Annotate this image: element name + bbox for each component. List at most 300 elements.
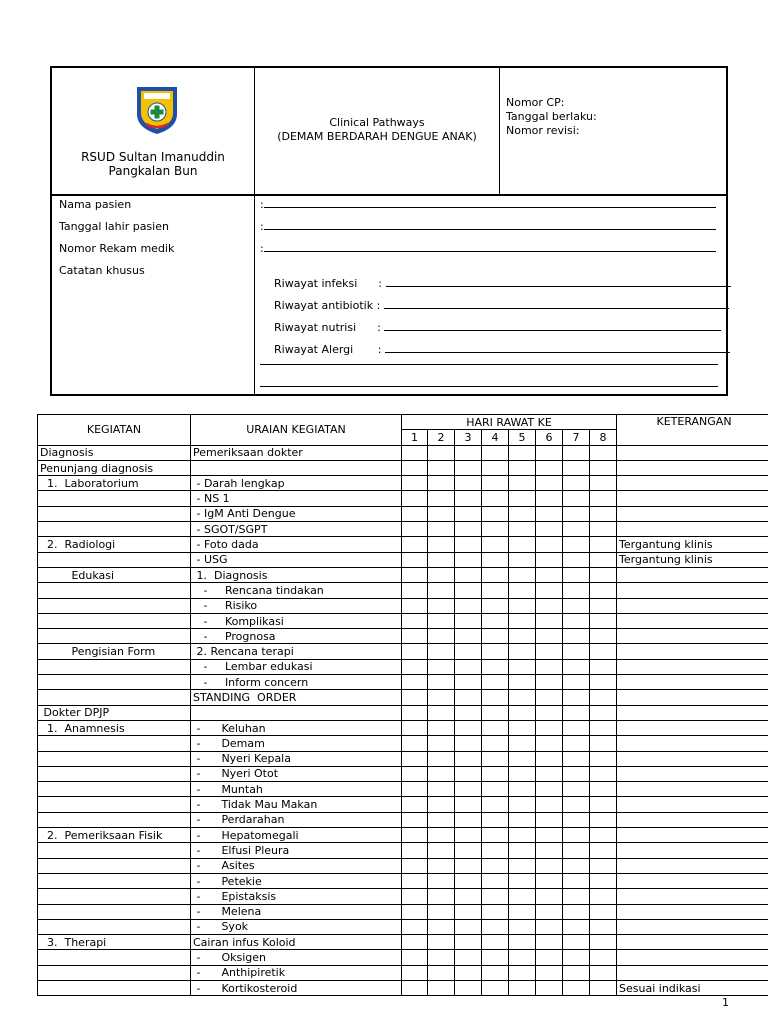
day-check-cell[interactable] bbox=[563, 950, 590, 965]
day-check-cell[interactable] bbox=[455, 751, 482, 766]
day-check-cell[interactable] bbox=[428, 567, 455, 582]
day-check-cell[interactable] bbox=[563, 935, 590, 950]
day-check-cell[interactable] bbox=[536, 965, 563, 980]
day-check-cell[interactable] bbox=[563, 705, 590, 720]
day-check-cell[interactable] bbox=[563, 506, 590, 521]
day-check-cell[interactable] bbox=[428, 782, 455, 797]
day-check-cell[interactable] bbox=[590, 919, 617, 934]
day-check-cell[interactable] bbox=[482, 965, 509, 980]
day-check-cell[interactable] bbox=[402, 919, 428, 934]
day-check-cell[interactable] bbox=[428, 904, 455, 919]
day-check-cell[interactable] bbox=[509, 522, 536, 537]
day-check-cell[interactable] bbox=[590, 751, 617, 766]
kegiatan-cell: Pengisian Form bbox=[38, 644, 191, 659]
table-row bbox=[38, 552, 768, 567]
day-check-cell[interactable] bbox=[536, 828, 563, 843]
day-check-cell[interactable] bbox=[428, 889, 455, 904]
day-check-cell[interactable] bbox=[482, 613, 509, 628]
day-check-cell[interactable] bbox=[590, 567, 617, 582]
day-check-cell[interactable] bbox=[482, 873, 509, 888]
day-check-cell[interactable] bbox=[482, 751, 509, 766]
day-check-cell[interactable] bbox=[563, 613, 590, 628]
day-check-cell[interactable] bbox=[482, 659, 509, 674]
day-check-cell[interactable] bbox=[428, 873, 455, 888]
day-check-cell[interactable] bbox=[402, 522, 428, 537]
kegiatan-cell bbox=[38, 751, 191, 766]
day-check-cell[interactable] bbox=[509, 690, 536, 705]
day-check-cell[interactable] bbox=[455, 935, 482, 950]
day-check-cell[interactable] bbox=[455, 506, 482, 521]
day-check-cell[interactable] bbox=[455, 736, 482, 751]
day-check-cell[interactable] bbox=[509, 751, 536, 766]
day-check-cell[interactable] bbox=[428, 476, 455, 491]
day-check-cell[interactable] bbox=[563, 858, 590, 873]
day-check-cell[interactable] bbox=[402, 873, 428, 888]
day-check-cell[interactable] bbox=[482, 476, 509, 491]
day-check-cell[interactable] bbox=[428, 629, 455, 644]
day-check-cell[interactable] bbox=[536, 460, 563, 475]
day-check-cell[interactable] bbox=[402, 675, 428, 690]
day-check-cell[interactable] bbox=[455, 980, 482, 995]
day-check-cell[interactable] bbox=[563, 720, 590, 735]
day-check-cell[interactable] bbox=[536, 522, 563, 537]
day-check-cell[interactable] bbox=[509, 950, 536, 965]
day-check-cell[interactable] bbox=[563, 782, 590, 797]
day-check-cell[interactable] bbox=[563, 598, 590, 613]
day-check-cell[interactable] bbox=[590, 889, 617, 904]
day-check-cell[interactable] bbox=[428, 690, 455, 705]
day-check-cell[interactable] bbox=[482, 950, 509, 965]
day-check-cell[interactable] bbox=[536, 858, 563, 873]
day-check-cell[interactable] bbox=[455, 675, 482, 690]
day-check-cell[interactable] bbox=[563, 965, 590, 980]
day-check-cell[interactable] bbox=[482, 720, 509, 735]
day-check-cell[interactable] bbox=[428, 843, 455, 858]
day-check-cell[interactable] bbox=[509, 828, 536, 843]
day-check-cell[interactable] bbox=[402, 613, 428, 628]
day-check-cell[interactable] bbox=[563, 690, 590, 705]
day-check-cell[interactable] bbox=[536, 659, 563, 674]
day-check-cell[interactable] bbox=[428, 720, 455, 735]
day-check-cell[interactable] bbox=[536, 751, 563, 766]
day-check-cell[interactable] bbox=[536, 919, 563, 934]
blank-line[interactable] bbox=[260, 386, 718, 387]
day-check-cell[interactable] bbox=[455, 567, 482, 582]
day-check-cell[interactable] bbox=[536, 950, 563, 965]
day-check-cell[interactable] bbox=[590, 904, 617, 919]
day-check-cell[interactable] bbox=[455, 659, 482, 674]
day-check-cell[interactable] bbox=[536, 506, 563, 521]
day-check-cell[interactable] bbox=[428, 858, 455, 873]
day-check-cell[interactable] bbox=[402, 644, 428, 659]
day-check-cell[interactable] bbox=[455, 843, 482, 858]
day-check-cell[interactable] bbox=[402, 537, 428, 552]
day-check-cell[interactable] bbox=[590, 720, 617, 735]
day-check-cell[interactable] bbox=[590, 476, 617, 491]
day-check-cell[interactable] bbox=[590, 935, 617, 950]
day-check-cell[interactable] bbox=[509, 506, 536, 521]
day-check-cell[interactable] bbox=[402, 690, 428, 705]
kegiatan-cell bbox=[38, 965, 191, 980]
day-check-cell[interactable] bbox=[455, 904, 482, 919]
day-check-cell[interactable] bbox=[590, 766, 617, 781]
day-check-cell[interactable] bbox=[402, 965, 428, 980]
day-check-cell[interactable] bbox=[455, 919, 482, 934]
day-check-cell[interactable] bbox=[536, 491, 563, 506]
day-check-cell[interactable] bbox=[590, 950, 617, 965]
day-check-cell[interactable] bbox=[482, 506, 509, 521]
day-check-cell[interactable] bbox=[455, 889, 482, 904]
day-check-cell[interactable] bbox=[563, 460, 590, 475]
day-check-cell[interactable] bbox=[428, 598, 455, 613]
day-check-cell[interactable] bbox=[402, 950, 428, 965]
day-check-cell[interactable] bbox=[482, 782, 509, 797]
day-check-cell[interactable] bbox=[590, 613, 617, 628]
day-check-cell[interactable] bbox=[428, 460, 455, 475]
medical-record-field[interactable] bbox=[260, 242, 716, 255]
day-check-cell[interactable] bbox=[402, 476, 428, 491]
day-check-cell[interactable] bbox=[563, 736, 590, 751]
day-check-cell[interactable] bbox=[402, 858, 428, 873]
day-check-cell[interactable] bbox=[482, 919, 509, 934]
day-check-cell[interactable] bbox=[482, 935, 509, 950]
day-check-cell[interactable] bbox=[590, 537, 617, 552]
table-row bbox=[38, 935, 768, 950]
day-check-cell[interactable] bbox=[590, 797, 617, 812]
day-check-cell[interactable] bbox=[428, 537, 455, 552]
day-check-cell[interactable] bbox=[536, 720, 563, 735]
day-check-cell[interactable] bbox=[455, 858, 482, 873]
day-check-cell[interactable] bbox=[482, 644, 509, 659]
day-check-cell[interactable] bbox=[536, 736, 563, 751]
day-check-cell[interactable] bbox=[509, 644, 536, 659]
day-check-cell[interactable] bbox=[509, 720, 536, 735]
day-check-cell[interactable] bbox=[402, 659, 428, 674]
day-check-cell[interactable] bbox=[536, 567, 563, 582]
day-check-cell[interactable] bbox=[402, 904, 428, 919]
day-check-cell[interactable] bbox=[590, 843, 617, 858]
day-check-cell[interactable] bbox=[402, 705, 428, 720]
day-check-cell[interactable] bbox=[455, 522, 482, 537]
day-check-cell[interactable] bbox=[590, 690, 617, 705]
day-check-cell[interactable] bbox=[536, 980, 563, 995]
day-check-cell[interactable] bbox=[428, 751, 455, 766]
day-check-cell[interactable] bbox=[402, 583, 428, 598]
day-check-cell[interactable] bbox=[402, 720, 428, 735]
day-check-cell[interactable] bbox=[402, 935, 428, 950]
day-check-cell[interactable] bbox=[482, 537, 509, 552]
day-check-cell[interactable] bbox=[402, 812, 428, 827]
day-check-cell[interactable] bbox=[482, 690, 509, 705]
day-check-cell[interactable] bbox=[455, 873, 482, 888]
day-check-cell[interactable] bbox=[563, 812, 590, 827]
day-check-cell[interactable] bbox=[563, 980, 590, 995]
day-check-cell[interactable] bbox=[455, 705, 482, 720]
day-check-cell[interactable] bbox=[590, 980, 617, 995]
day-check-cell[interactable] bbox=[563, 583, 590, 598]
day-check-cell[interactable] bbox=[455, 537, 482, 552]
day-check-cell[interactable] bbox=[590, 552, 617, 567]
day-check-cell[interactable] bbox=[509, 476, 536, 491]
day-check-cell[interactable] bbox=[509, 919, 536, 934]
day-check-cell[interactable] bbox=[509, 659, 536, 674]
day-check-cell[interactable] bbox=[563, 552, 590, 567]
day-check-cell[interactable] bbox=[428, 659, 455, 674]
day-check-cell[interactable] bbox=[590, 445, 617, 460]
day-check-cell[interactable] bbox=[455, 965, 482, 980]
day-check-cell[interactable] bbox=[536, 843, 563, 858]
day-check-cell[interactable] bbox=[536, 873, 563, 888]
day-check-cell[interactable] bbox=[482, 491, 509, 506]
day-check-cell[interactable] bbox=[509, 873, 536, 888]
day-check-cell[interactable] bbox=[536, 644, 563, 659]
day-check-cell[interactable] bbox=[536, 935, 563, 950]
day-check-cell[interactable] bbox=[563, 797, 590, 812]
day-check-cell[interactable] bbox=[482, 980, 509, 995]
day-check-cell[interactable] bbox=[402, 552, 428, 567]
day-check-cell[interactable] bbox=[536, 766, 563, 781]
day-check-cell[interactable] bbox=[509, 460, 536, 475]
day-check-cell[interactable] bbox=[590, 705, 617, 720]
day-check-cell[interactable] bbox=[509, 491, 536, 506]
day-check-cell[interactable] bbox=[590, 491, 617, 506]
blank-line[interactable] bbox=[260, 364, 718, 365]
day-check-cell[interactable] bbox=[563, 567, 590, 582]
day-check-cell[interactable] bbox=[509, 858, 536, 873]
day-check-cell[interactable] bbox=[563, 491, 590, 506]
day-check-cell[interactable] bbox=[590, 782, 617, 797]
day-check-cell[interactable] bbox=[590, 583, 617, 598]
day-check-cell[interactable] bbox=[509, 537, 536, 552]
day-check-cell[interactable] bbox=[402, 506, 428, 521]
day-check-cell[interactable] bbox=[402, 567, 428, 582]
day-check-cell[interactable] bbox=[455, 598, 482, 613]
day-check-cell[interactable] bbox=[563, 445, 590, 460]
day-check-cell[interactable] bbox=[455, 460, 482, 475]
day-check-cell[interactable] bbox=[536, 690, 563, 705]
day-check-cell[interactable] bbox=[482, 583, 509, 598]
day-check-cell[interactable] bbox=[428, 980, 455, 995]
day-check-cell[interactable] bbox=[590, 522, 617, 537]
day-check-cell[interactable] bbox=[509, 583, 536, 598]
day-check-cell[interactable] bbox=[455, 629, 482, 644]
day-check-cell[interactable] bbox=[509, 705, 536, 720]
day-check-cell[interactable] bbox=[402, 797, 428, 812]
day-check-cell[interactable] bbox=[563, 644, 590, 659]
day-check-cell[interactable] bbox=[428, 675, 455, 690]
day-check-cell[interactable] bbox=[455, 766, 482, 781]
day-check-cell[interactable] bbox=[428, 935, 455, 950]
day-check-cell[interactable] bbox=[482, 828, 509, 843]
day-check-cell[interactable] bbox=[455, 690, 482, 705]
day-check-cell[interactable] bbox=[509, 675, 536, 690]
day-check-cell[interactable] bbox=[590, 629, 617, 644]
day-check-cell[interactable] bbox=[428, 491, 455, 506]
day-check-cell[interactable] bbox=[590, 506, 617, 521]
day-check-cell[interactable] bbox=[455, 613, 482, 628]
day-check-cell[interactable] bbox=[482, 705, 509, 720]
day-check-cell[interactable] bbox=[428, 552, 455, 567]
keterangan-cell bbox=[617, 705, 768, 720]
day-check-cell[interactable] bbox=[536, 675, 563, 690]
day-check-cell[interactable] bbox=[563, 751, 590, 766]
day-check-cell[interactable] bbox=[509, 598, 536, 613]
day-check-cell[interactable] bbox=[563, 522, 590, 537]
day-check-cell[interactable] bbox=[509, 980, 536, 995]
day-check-cell[interactable] bbox=[563, 659, 590, 674]
day-check-cell[interactable] bbox=[536, 583, 563, 598]
day-check-cell[interactable] bbox=[455, 828, 482, 843]
day-check-cell[interactable] bbox=[482, 675, 509, 690]
day-check-cell[interactable] bbox=[563, 675, 590, 690]
day-check-cell[interactable] bbox=[402, 598, 428, 613]
day-check-cell[interactable] bbox=[402, 629, 428, 644]
day-check-cell[interactable] bbox=[536, 445, 563, 460]
day-check-cell[interactable] bbox=[536, 552, 563, 567]
day-check-cell[interactable] bbox=[482, 598, 509, 613]
day-check-cell[interactable] bbox=[563, 889, 590, 904]
day-check-cell[interactable] bbox=[536, 537, 563, 552]
day-check-cell[interactable] bbox=[402, 736, 428, 751]
day-check-cell[interactable] bbox=[536, 889, 563, 904]
day-check-cell[interactable] bbox=[482, 797, 509, 812]
day-check-cell[interactable] bbox=[509, 629, 536, 644]
day-check-cell[interactable] bbox=[402, 782, 428, 797]
day-check-cell[interactable] bbox=[563, 904, 590, 919]
day-check-cell[interactable] bbox=[590, 828, 617, 843]
day-check-cell[interactable] bbox=[509, 935, 536, 950]
day-check-cell[interactable] bbox=[482, 812, 509, 827]
day-check-cell[interactable] bbox=[428, 828, 455, 843]
day-check-cell[interactable] bbox=[455, 583, 482, 598]
day-check-cell[interactable] bbox=[428, 705, 455, 720]
day-check-cell[interactable] bbox=[428, 919, 455, 934]
day-check-cell[interactable] bbox=[428, 797, 455, 812]
day-check-cell[interactable] bbox=[482, 445, 509, 460]
day-check-cell[interactable] bbox=[509, 812, 536, 827]
day-check-cell[interactable] bbox=[563, 873, 590, 888]
day-check-cell[interactable] bbox=[428, 506, 455, 521]
day-check-cell[interactable] bbox=[590, 675, 617, 690]
day-check-cell[interactable] bbox=[563, 629, 590, 644]
day-check-cell[interactable] bbox=[590, 873, 617, 888]
day-check-cell[interactable] bbox=[482, 460, 509, 475]
day-check-cell[interactable] bbox=[563, 476, 590, 491]
day-check-cell[interactable] bbox=[509, 736, 536, 751]
day-check-cell[interactable] bbox=[428, 736, 455, 751]
day-check-cell[interactable] bbox=[428, 445, 455, 460]
day-check-cell[interactable] bbox=[455, 797, 482, 812]
day-check-cell[interactable] bbox=[536, 705, 563, 720]
day-check-cell[interactable] bbox=[563, 828, 590, 843]
day-check-cell[interactable] bbox=[563, 843, 590, 858]
day-check-cell[interactable] bbox=[509, 797, 536, 812]
birth-date-field[interactable] bbox=[260, 220, 716, 233]
day-check-cell[interactable] bbox=[590, 812, 617, 827]
day-check-cell[interactable] bbox=[509, 445, 536, 460]
day-check-cell[interactable] bbox=[590, 460, 617, 475]
day-check-cell[interactable] bbox=[482, 567, 509, 582]
day-check-cell[interactable] bbox=[482, 843, 509, 858]
day-check-cell[interactable] bbox=[536, 629, 563, 644]
day-check-cell[interactable] bbox=[428, 965, 455, 980]
day-check-cell[interactable] bbox=[455, 782, 482, 797]
day-check-cell[interactable] bbox=[563, 537, 590, 552]
day-check-cell[interactable] bbox=[590, 965, 617, 980]
day-check-cell[interactable] bbox=[590, 858, 617, 873]
day-check-cell[interactable] bbox=[590, 598, 617, 613]
day-check-cell[interactable] bbox=[402, 828, 428, 843]
day-check-cell[interactable] bbox=[428, 812, 455, 827]
field-label: Catatan khusus bbox=[59, 264, 145, 277]
day-check-cell[interactable] bbox=[536, 598, 563, 613]
day-check-cell[interactable] bbox=[590, 644, 617, 659]
day-check-cell[interactable] bbox=[536, 613, 563, 628]
day-check-cell[interactable] bbox=[428, 583, 455, 598]
day-check-cell[interactable] bbox=[402, 460, 428, 475]
day-check-cell[interactable] bbox=[509, 552, 536, 567]
day-check-cell[interactable] bbox=[455, 720, 482, 735]
day-check-cell[interactable] bbox=[428, 644, 455, 659]
day-check-cell[interactable] bbox=[536, 904, 563, 919]
day-check-cell[interactable] bbox=[455, 950, 482, 965]
day-check-cell[interactable] bbox=[455, 812, 482, 827]
day-check-cell[interactable] bbox=[428, 766, 455, 781]
day-check-cell[interactable] bbox=[482, 766, 509, 781]
day-check-cell[interactable] bbox=[402, 766, 428, 781]
day-check-cell[interactable] bbox=[428, 522, 455, 537]
day-check-cell[interactable] bbox=[482, 736, 509, 751]
day-check-cell[interactable] bbox=[563, 919, 590, 934]
day-check-cell[interactable] bbox=[402, 751, 428, 766]
day-check-cell[interactable] bbox=[509, 843, 536, 858]
day-check-cell[interactable] bbox=[509, 782, 536, 797]
day-check-cell[interactable] bbox=[455, 552, 482, 567]
day-check-cell[interactable] bbox=[455, 476, 482, 491]
day-check-cell[interactable] bbox=[536, 782, 563, 797]
day-check-cell[interactable] bbox=[482, 904, 509, 919]
day-check-cell[interactable] bbox=[536, 797, 563, 812]
day-check-cell[interactable] bbox=[536, 476, 563, 491]
day-check-cell[interactable] bbox=[509, 904, 536, 919]
day-check-cell[interactable] bbox=[482, 552, 509, 567]
day-check-cell[interactable] bbox=[509, 766, 536, 781]
day-check-cell[interactable] bbox=[482, 858, 509, 873]
day-check-cell[interactable] bbox=[509, 567, 536, 582]
patient-name-field[interactable] bbox=[260, 198, 716, 211]
day-check-cell[interactable] bbox=[402, 843, 428, 858]
day-check-cell[interactable] bbox=[509, 965, 536, 980]
day-check-cell[interactable] bbox=[402, 889, 428, 904]
day-check-cell[interactable] bbox=[509, 613, 536, 628]
day-check-cell[interactable] bbox=[536, 812, 563, 827]
day-check-cell[interactable] bbox=[455, 644, 482, 659]
day-check-cell[interactable] bbox=[590, 736, 617, 751]
day-check-cell[interactable] bbox=[590, 659, 617, 674]
day-check-cell[interactable] bbox=[482, 522, 509, 537]
day-check-cell[interactable] bbox=[482, 629, 509, 644]
day-check-cell[interactable] bbox=[455, 445, 482, 460]
day-check-cell[interactable] bbox=[563, 766, 590, 781]
day-check-cell[interactable] bbox=[482, 889, 509, 904]
day-check-cell[interactable] bbox=[402, 491, 428, 506]
day-check-cell[interactable] bbox=[455, 491, 482, 506]
day-check-cell[interactable] bbox=[402, 445, 428, 460]
day-check-cell[interactable] bbox=[428, 613, 455, 628]
day-check-cell[interactable] bbox=[428, 950, 455, 965]
day-check-cell[interactable] bbox=[509, 889, 536, 904]
day-check-cell[interactable] bbox=[402, 980, 428, 995]
